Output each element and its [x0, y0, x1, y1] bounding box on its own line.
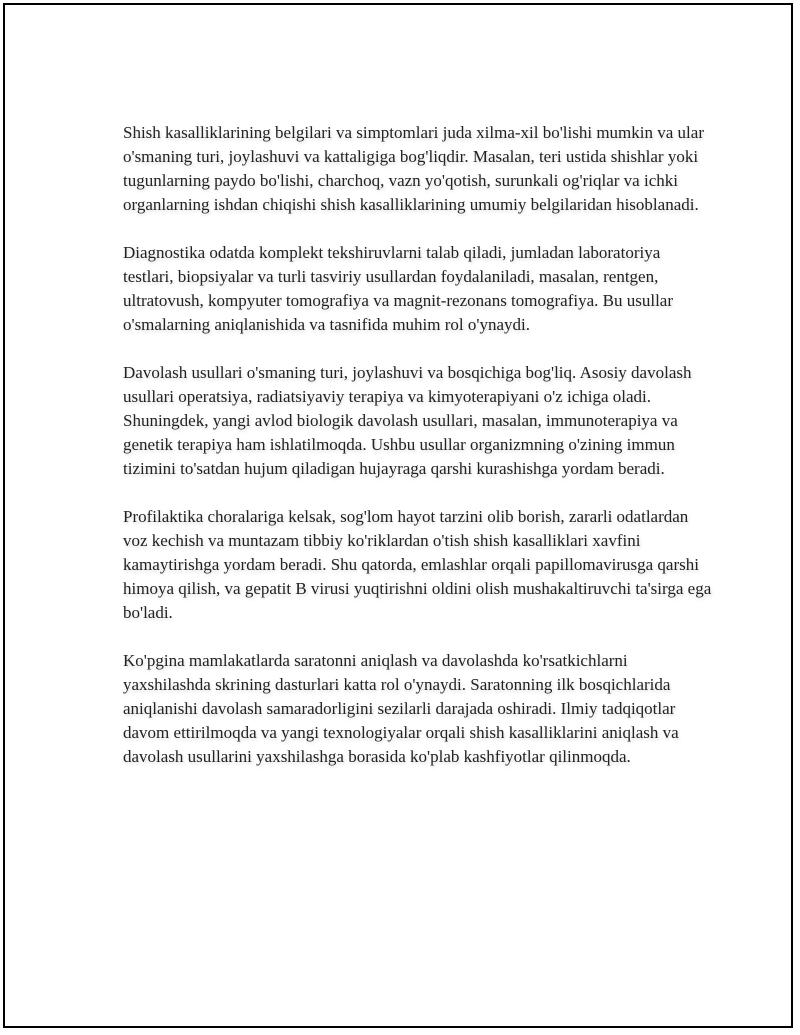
- paragraph-diagnostics: Diagnostika odatda komplekt tekshiruvlarni talab qiladi, jumladan laboratoriya testlari, biopsiyalar va turli tasviriy usullardan foydalaniladi, masalan, rentgen, ultratovush, kompyuter tomografiya va magnit-rezonans tomografiya. Bu usullar o'smalarning aniqlanishida va tasnifida muhim rol o'ynaydi.: [123, 243, 674, 334]
- paragraph-screening: Ko'pgina mamlakatlarda saratonni aniqlash va davolashda ko'rsatkichlarni yaxshilashda skrining dasturlari katta rol o'ynaydi. Saratonning ilk bosqichlarida aniqlanishi davolash samaradorligini sezilarli darajada oshiradi. Ilmiy tadqiqotlar davom ettirilmoqda va yangi texnologiyalar orqali shish kasalliklarini aniqlash va davolash usullarini yaxshilashga borasida ko'plab kashfiyotlar qilinmoqda.: [123, 651, 679, 766]
- paragraph-prevention: Profilaktika choralariga kelsak, sog'lom hayot tarzini olib borish, zararli odatlardan voz kechish va muntazam tibbiy ko'riklardan o'tish shish kasalliklari xavfini kamaytirishga yordam beradi. Shu qatorda, emlashlar orqali papillomavirusga qarshi himoya qilish, va gepatit B virusi yuqtirishni oldini olish mushakaltiruvchi ta'sirga ega bo'ladi.: [123, 507, 712, 622]
- paragraph-symptoms: Shish kasalliklarining belgilari va simptomlari juda xilma-xil bo'lishi mumkin va ular o'smaning turi, joylashuvi va kattaligiga bog'liqdir. Masalan, teri ustida shishlar yoki tugunlarning paydo bo'lishi, charchoq, vazn yo'qotish, surunkali og'riqlar va ichki organlarning ishdan chiqishi shish kasalliklarining umumiy belgilaridan hisoblanadi.: [123, 123, 704, 214]
- page-frame: [3, 3, 793, 1028]
- paragraph-treatment: Davolash usullari o'smaning turi, joylashuvi va bosqichiga bog'liq. Asosiy davolash usullari operatsiya, radiatsiyaviy terapiya va kimyoterapiyani o'z ichiga oladi. Shuningdek, yangi avlod biologik davolash usullari, masalan, immunoterapiya va genetik terapiya ham ishlatilmoqda. Ushbu usullar organizmning o'zining immun tizimini to'satdan hujum qiladigan hujayraga qarshi kurashishga yordam beradi.: [123, 363, 692, 478]
- document-body: [123, 121, 713, 793]
